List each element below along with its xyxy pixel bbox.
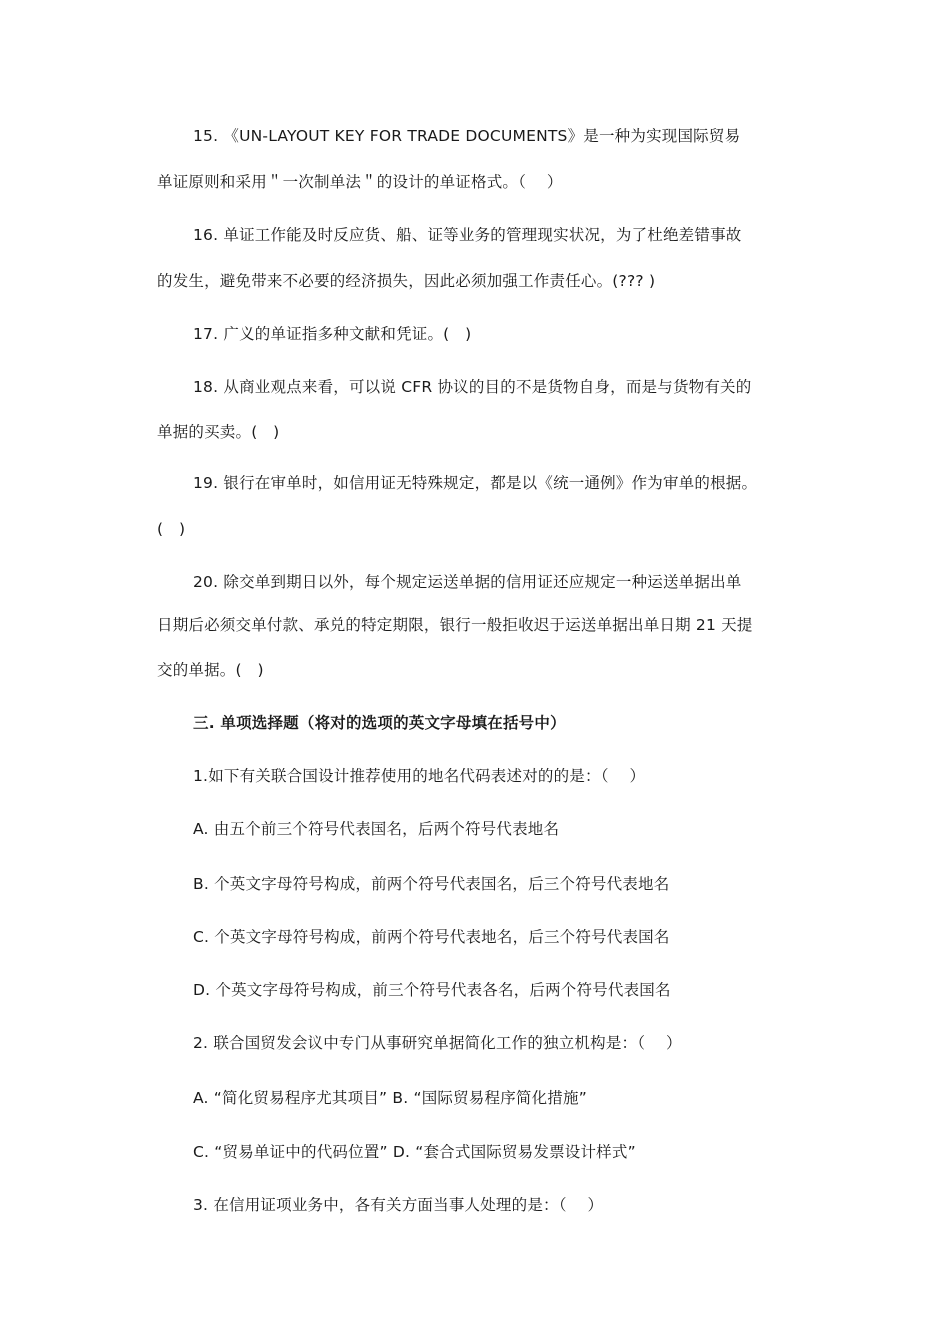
mc-question-2: 2. 联合国贸发会议中专门从事研究单据简化工作的独立机构是：（ ） — [193, 1034, 682, 1052]
mc-question-2-options-cd: C. “贸易单证中的代码位置” D. “套合式国际贸易发票设计样式” — [193, 1143, 636, 1161]
question-18-line-2: 单据的买卖。( ) — [157, 423, 280, 441]
question-15-line-2: 单证原则和采用＂一次制单法＂的设计的单证格式。（ ） — [157, 173, 563, 191]
question-17-line-1: 17. 广义的单证指多种文献和凭证。( ) — [193, 325, 472, 343]
mc-question-1-option-c: C. 个英文字母符号构成，前两个符号代表地名，后三个符号代表国名 — [193, 928, 670, 946]
section-heading: 三. 单项选择题（将对的选项的英文字母填在括号中） — [193, 714, 566, 732]
question-15-line-1: 15. 《UN-LAYOUT KEY FOR TRADE DOCUMENTS》是一种为实现国际贸易 — [193, 127, 741, 145]
question-20-line-1: 20. 除交单到期日以外，每个规定运送单据的信用证还应规定一种运送单据出单 — [193, 573, 742, 591]
mc-question-1-option-d: D. 个英文字母符号构成，前三个符号代表各名，后两个符号代表国名 — [193, 981, 671, 999]
question-18-line-1: 18. 从商业观点来看，可以说 CFR 协议的目的不是货物自身，而是与货物有关的 — [193, 378, 752, 396]
mc-question-1-option-a: A. 由五个前三个符号代表国名，后两个符号代表地名 — [193, 820, 560, 838]
question-16-line-1: 16. 单证工作能及时反应货、船、证等业务的管理现实状况，为了杜绝差错事故 — [193, 226, 742, 244]
question-20-line-2: 日期后必须交单付款、承兑的特定期限，银行一般拒收迟于运送单据出单日期 21 天提 — [157, 616, 753, 634]
question-20-line-3: 交的单据。( ) — [157, 661, 264, 679]
mc-question-2-options-ab: A. “简化贸易程序尤其项目” B. “国际贸易程序简化措施” — [193, 1089, 587, 1107]
question-16-line-2: 的发生，避免带来不必要的经济损失，因此必须加强工作责任心。(??? ) — [157, 272, 656, 290]
question-19-line-1: 19. 银行在审单时，如信用证无特殊规定，都是以《统一通例》作为审单的根据。 — [193, 474, 758, 492]
mc-question-1-option-b: B. 个英文字母符号构成，前两个符号代表国名，后三个符号代表地名 — [193, 875, 670, 893]
question-19-line-2: ( ) — [157, 520, 186, 538]
mc-question-3: 3. 在信用证项业务中，各有关方面当事人处理的是：（ ） — [193, 1196, 604, 1214]
mc-question-1: 1.如下有关联合国设计推荐使用的地名代码表述对的的是：（ ） — [193, 767, 646, 785]
